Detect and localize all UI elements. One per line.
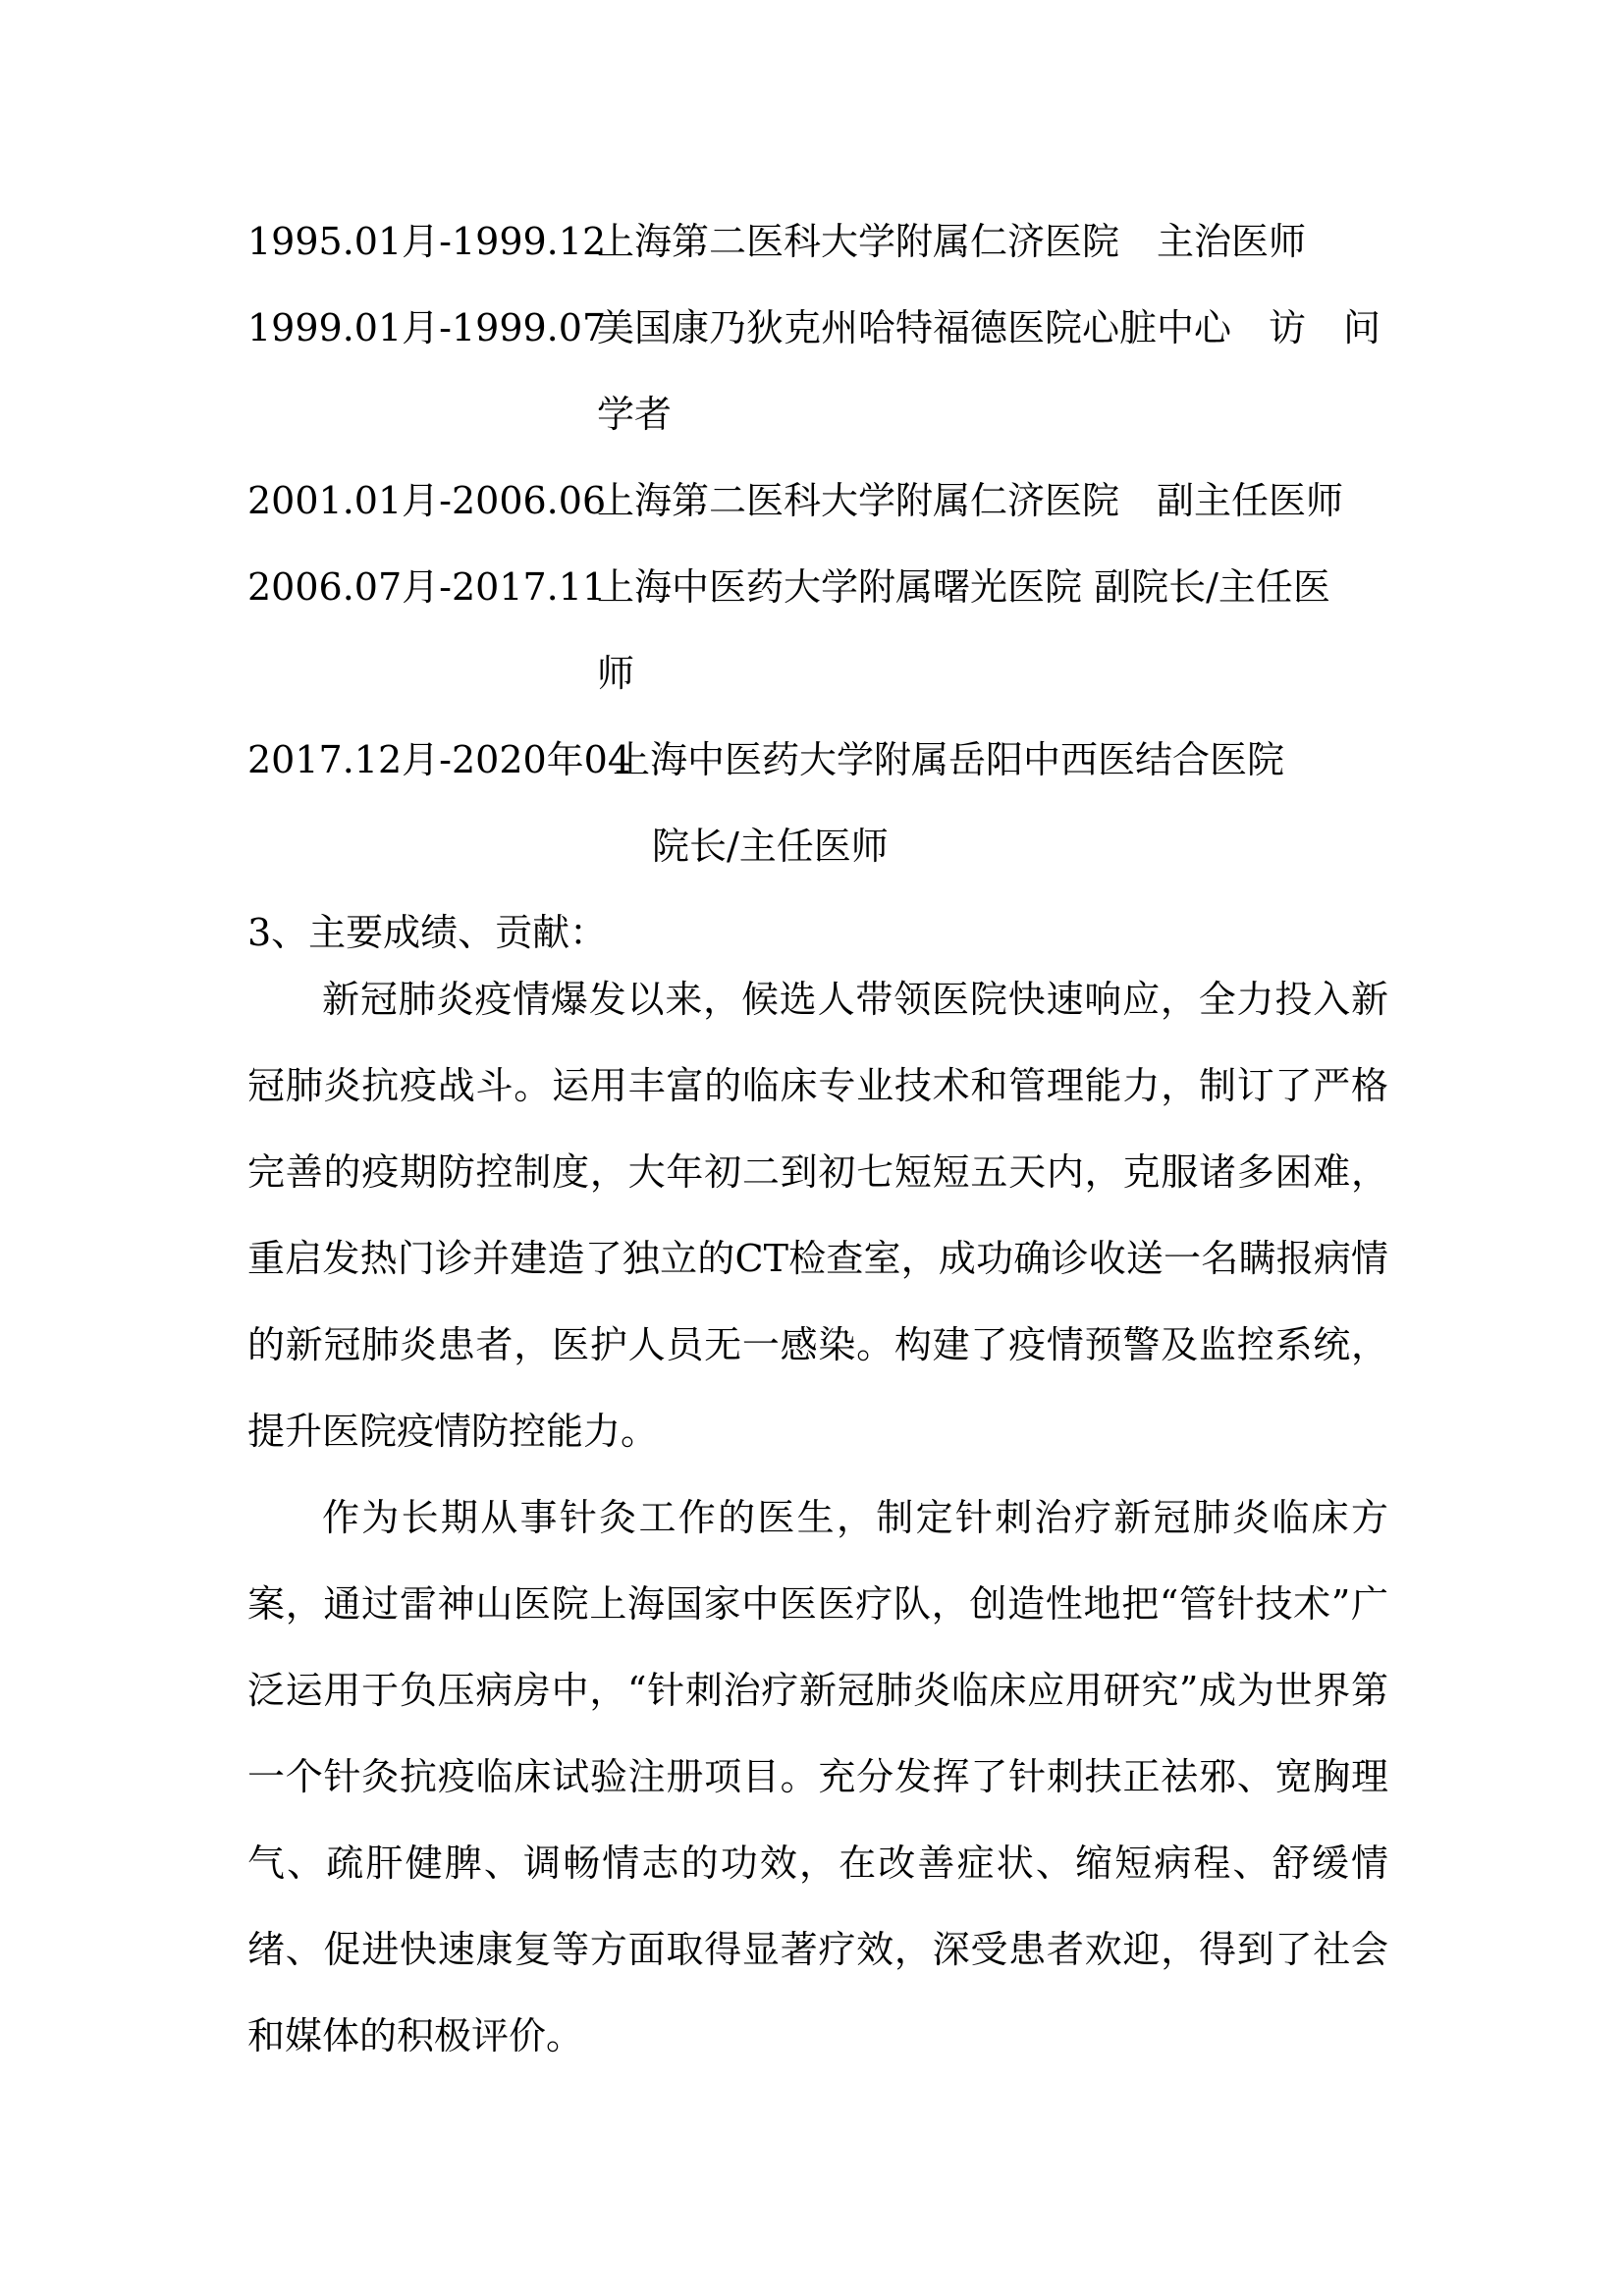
- timeline-description: 上海中医药大学附属曙光医院 副院长/主任医: [597, 565, 1330, 609]
- timeline-entry: [247, 479, 1388, 565]
- timeline-date: 2017.12月-2020年04: [247, 738, 632, 781]
- timeline-description-continued: 学者: [597, 393, 673, 436]
- timeline-description-continued: 师: [597, 652, 635, 695]
- timeline-description: 上海第二医科大学附属仁济医院 副主任医师: [597, 479, 1344, 522]
- timeline-description: 美国康乃狄克州哈特福德医院心脏中心 访 问: [597, 306, 1381, 349]
- timeline-description: 上海第二医科大学附属仁济医院 主治医师: [597, 220, 1307, 263]
- timeline-description: 上海中医药大学附属岳阳中西医结合医院: [613, 738, 1285, 781]
- timeline-entry: [247, 306, 1388, 479]
- timeline-date: 1995.01月-1999.12: [247, 220, 607, 263]
- timeline-date: 2001.01月-2006.06: [247, 479, 607, 522]
- body-paragraph: 作为长期从事针灸工作的医生，制定针刺治疗新冠肺炎临床方案，通过雷神山医院上海国家中医医疗队，创造性地把“管针技术”广泛运用于负压病房中，“针刺治疗新冠肺炎临床应用研究”成为世界第一个针灸抗疫临床试验注册项目。充分发挥了针刺扶正祛邪、宽胸理气、疏肝健脾、调畅情志的功效，在改善症状、缩短病程、舒缓情绪、促进快速康复等方面取得显著疗效，深受患者欢迎，得到了社会和媒体的积极评价。: [247, 1496, 1388, 2057]
- timeline-date: 2006.07月-2017.11: [247, 565, 607, 609]
- timeline-description-continued: 院长/主任医师: [652, 825, 889, 868]
- timeline-entry: [247, 220, 1388, 306]
- timeline-entry: [247, 565, 1388, 738]
- timeline-date: 1999.01月-1999.07: [247, 306, 607, 349]
- timeline-entry: [247, 738, 1388, 911]
- body-paragraph: 新冠肺炎疫情爆发以来，候选人带领医院快速响应，全力投入新冠肺炎抗疫战斗。运用丰富的临床专业技术和管理能力，制订了严格完善的疫期防控制度，大年初二到初七短短五天内，克服诸多困难，重启发热门诊并建造了独立的CT检查室，成功确诊收送一名瞒报病情的新冠肺炎患者，医护人员无一感染。构建了疫情预警及监控系统，提升医院疫情防控能力。: [247, 978, 1388, 1453]
- section-heading: 3、主要成绩、贡献：: [247, 911, 608, 954]
